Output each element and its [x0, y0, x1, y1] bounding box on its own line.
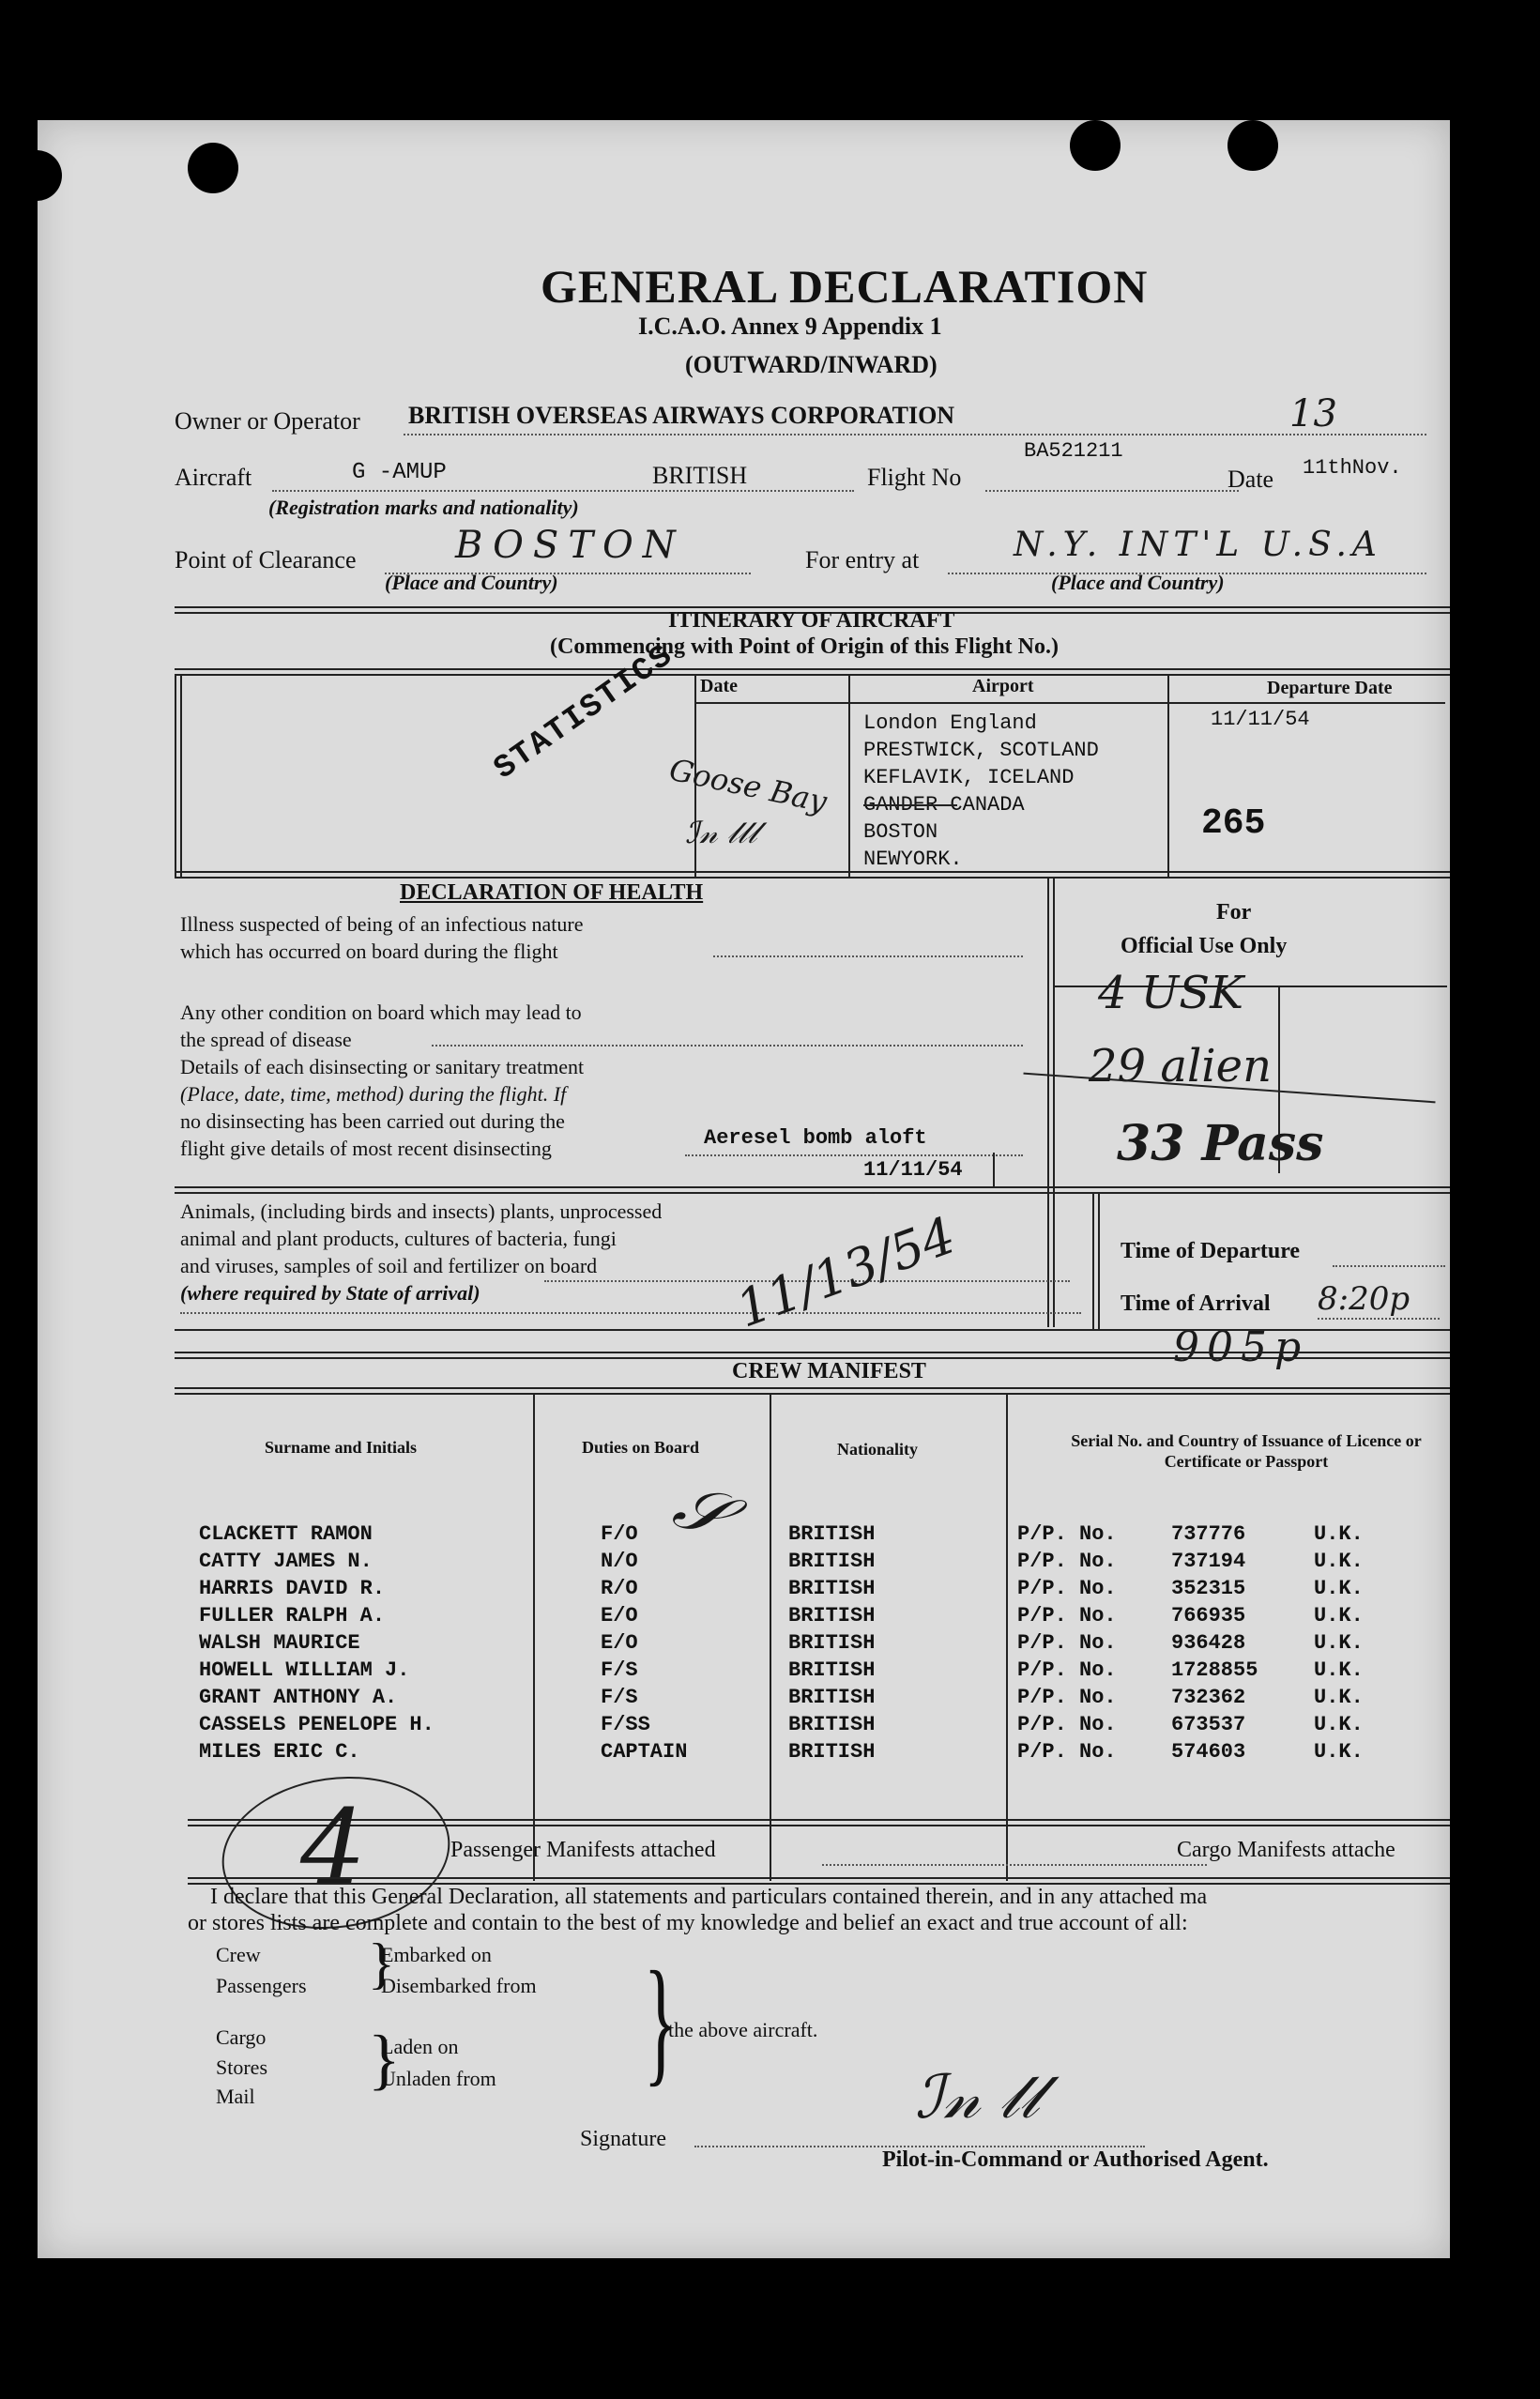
cargo-manifests-label: Cargo Manifests attache [1177, 1838, 1395, 1862]
punch-hole [1227, 120, 1278, 171]
crew-serial: 1728855 [1171, 1658, 1258, 1682]
crew-passport-prefix: P/P. No. [1017, 1740, 1117, 1764]
itinerary-title: ITINERARY OF AIRCRAFT [668, 608, 955, 633]
signatory-label: Pilot-in-Command or Authorised Agent. [882, 2147, 1269, 2172]
date-handwritten: 13 [1289, 392, 1337, 435]
clearance-label: Point of Clearance [175, 546, 357, 573]
crew-handwritten-initials: 𝒮 [663, 1465, 739, 1555]
crew-duty: E/O [601, 1631, 638, 1655]
crew-nationality: BRITISH [788, 1577, 876, 1600]
crew-country: U.K. [1314, 1604, 1364, 1627]
crew-header-serial: Serial No. and Country of Issuance of Licence or Certificate or Passport [1071, 1431, 1422, 1471]
brace: } [368, 1933, 395, 1994]
health-q1: Illness suspected of being of an infectious nature which has occurred on board during the flight [180, 912, 584, 963]
health-answer: Aeresel bomb aloft [704, 1126, 927, 1150]
declaration-line-1: I declare that this General Declaration, all statements and particulars contained therein, and in any attached ma [210, 1885, 1208, 1909]
declaration-above: the above aircraft. [668, 2018, 818, 2041]
crew-passport-prefix: P/P. No. [1017, 1604, 1117, 1627]
crew-serial: 737776 [1171, 1522, 1246, 1546]
general-declaration-form [38, 120, 1450, 2258]
itinerary-col-date: Date [700, 676, 738, 696]
itinerary-initials: ℐ𝓃 𝓁𝓁𝓁 [685, 815, 757, 850]
passenger-manifests-label: Passenger Manifests attached [450, 1838, 716, 1862]
crew-duty: F/SS [601, 1713, 650, 1736]
crew-serial: 766935 [1171, 1604, 1246, 1627]
signature-label: Signature [580, 2127, 666, 2151]
health-title: DECLARATION OF HEALTH [400, 880, 704, 905]
health-q3: Details of each disinsecting or sanitary treatment (Place, date, time, method) during the flight. If no disinsecting has been carried out during the flight give details of most recent disinsecting [180, 1055, 585, 1160]
flight-label: Flight No [867, 464, 962, 491]
crew-name: WALSH MAURICE [199, 1631, 360, 1655]
punch-hole [188, 143, 238, 193]
arrival-time-label: Time of Arrival [1121, 1291, 1271, 1316]
aircraft-registration: G -AMUP [352, 460, 447, 485]
clearance-sublabel: (Place and Country) [385, 571, 558, 594]
official-note: 33 Pass [1117, 1115, 1324, 1172]
signature: ℐ𝓃 𝓁𝓁 [915, 2063, 1040, 2132]
crew-serial: 732362 [1171, 1686, 1246, 1709]
crew-duty: R/O [601, 1577, 638, 1600]
entry-sublabel: (Place and Country) [1051, 571, 1225, 594]
passenger-count: 4 [300, 1787, 366, 1907]
crew-title: CREW MANIFEST [732, 1359, 926, 1383]
form-subtitle: I.C.A.O. Annex 9 Appendix 1 [638, 313, 942, 340]
clearance-value: BOSTON [455, 524, 685, 567]
declaration-cargo: Cargo [216, 2025, 267, 2049]
airport-item: GANDER CANADA [863, 793, 1025, 817]
crew-serial: 574603 [1171, 1740, 1246, 1764]
declaration-disembarked: Disembarked from [381, 1974, 537, 1997]
itinerary-handwritten-place: Goose Bay [665, 751, 831, 820]
declaration-unladen: Unladen from [381, 2067, 496, 2090]
crew-name: HOWELL WILLIAM J. [199, 1658, 410, 1682]
airport-item: KEFLAVIK, ICELAND [863, 766, 1075, 789]
crew-serial: 936428 [1171, 1631, 1246, 1655]
date-value: 11thNov. [1303, 456, 1402, 480]
brace: } [644, 1943, 678, 2099]
itinerary-subtitle: (Commencing with Point of Origin of this Flight No.) [550, 634, 1059, 659]
aircraft-label: Aircraft [175, 464, 252, 491]
flight-value: BA521211 [1024, 439, 1123, 463]
crew-name: HARRIS DAVID R. [199, 1577, 386, 1600]
declaration-embarked: Embarked on [381, 1943, 492, 1966]
crew-name: CLACKETT RAMON [199, 1522, 373, 1546]
crew-serial: 737194 [1171, 1550, 1246, 1573]
owner-value: BRITISH OVERSEAS AIRWAYS CORPORATION [408, 402, 955, 429]
declaration-mail: Mail [216, 2085, 255, 2108]
crew-duty: N/O [601, 1550, 638, 1573]
declaration-stores: Stores [216, 2055, 267, 2079]
crew-country: U.K. [1314, 1631, 1364, 1655]
crew-serial: 673537 [1171, 1713, 1246, 1736]
official-note: 4 USK [1098, 967, 1243, 1019]
crew-passport-prefix: P/P. No. [1017, 1550, 1117, 1573]
crew-country: U.K. [1314, 1686, 1364, 1709]
crew-name: CATTY JAMES N. [199, 1550, 373, 1573]
crew-name: GRANT ANTHONY A. [199, 1686, 398, 1709]
animals-handwritten: 11/13/54 [728, 1205, 963, 1339]
crew-nationality: BRITISH [788, 1686, 876, 1709]
form-direction: (OUTWARD/INWARD) [685, 351, 938, 378]
crew-country: U.K. [1314, 1577, 1364, 1600]
airport-item: BOSTON [863, 820, 938, 844]
itinerary-number: 265 [1201, 803, 1266, 844]
owner-label: Owner or Operator [175, 407, 360, 435]
airport-item: PRESTWICK, SCOTLAND [863, 739, 1099, 762]
punch-hole [38, 150, 62, 201]
crew-country: U.K. [1314, 1713, 1364, 1736]
date-label: Date [1227, 466, 1274, 493]
crew-passport-prefix: P/P. No. [1017, 1577, 1117, 1600]
declaration-laden: Laden on [381, 2035, 459, 2058]
itinerary-col-departure: Departure Date [1267, 678, 1393, 698]
itinerary-col-airport: Airport [972, 676, 1034, 696]
crew-duty: F/S [601, 1686, 638, 1709]
crew-nationality: BRITISH [788, 1550, 876, 1573]
declaration-crew: Crew [216, 1943, 261, 1966]
crew-header-surname: Surname and Initials [265, 1438, 418, 1457]
airport-item: London England [863, 711, 1037, 735]
crew-country: U.K. [1314, 1550, 1364, 1573]
crew-header-duties: Duties on Board [582, 1438, 700, 1457]
crew-duty: CAPTAIN [601, 1740, 688, 1764]
brace: } [368, 2022, 401, 2097]
crew-country: U.K. [1314, 1522, 1364, 1546]
crew-nationality: BRITISH [788, 1658, 876, 1682]
punch-hole [1070, 120, 1121, 171]
crew-nationality: BRITISH [788, 1631, 876, 1655]
crew-passport-prefix: P/P. No. [1017, 1522, 1117, 1546]
airport-item: NEWYORK. [863, 848, 963, 871]
crew-name: CASSELS PENELOPE H. [199, 1713, 435, 1736]
official-title: For Official Use Only [1121, 900, 1288, 958]
departure-time-label: Time of Departure [1121, 1239, 1301, 1263]
crew-country: U.K. [1314, 1740, 1364, 1764]
crew-duty: F/O [601, 1522, 638, 1546]
crew-serial: 352315 [1171, 1577, 1246, 1600]
form-title: GENERAL DECLARATION [541, 260, 1149, 313]
crew-country: U.K. [1314, 1658, 1364, 1682]
declaration-line-2: or stores lists are complete and contain to the best of my knowledge and belief an exact and true account of all: [188, 1911, 1188, 1935]
crew-passport-prefix: P/P. No. [1017, 1631, 1117, 1655]
crew-name: MILES ERIC C. [199, 1740, 360, 1764]
arrival-time-value: 8:20p [1318, 1280, 1410, 1318]
crew-name: FULLER RALPH A. [199, 1604, 386, 1627]
aircraft-nationality: BRITISH [652, 462, 748, 489]
entry-label: For entry at [805, 546, 920, 573]
crew-nationality: BRITISH [788, 1604, 876, 1627]
crew-nationality: BRITISH [788, 1740, 876, 1764]
crew-passport-prefix: P/P. No. [1017, 1686, 1117, 1709]
crew-duty: F/S [601, 1658, 638, 1682]
crew-passport-prefix: P/P. No. [1017, 1658, 1117, 1682]
health-answer-date: 11/11/54 [863, 1158, 963, 1182]
health-q2: Any other condition on board which may lead to the spread of disease [180, 1001, 582, 1051]
departure-date: 11/11/54 [1211, 708, 1310, 731]
official-note: 29 alien [1089, 1040, 1272, 1093]
crew-duty: E/O [601, 1604, 638, 1627]
arrival-extra: 905p [1173, 1323, 1309, 1371]
entry-value: N.Y. INT'L U.S.A [1014, 526, 1382, 564]
declaration-passengers: Passengers [216, 1974, 307, 1997]
itinerary-airports [863, 710, 1099, 873]
crew-nationality: BRITISH [788, 1522, 876, 1546]
aircraft-sublabel: (Registration marks and nationality) [268, 496, 579, 519]
crew-header-nationality: Nationality [837, 1440, 919, 1459]
crew-nationality: BRITISH [788, 1713, 876, 1736]
animals-text: Animals, (including birds and insects) plants, unprocessed animal and plant products, cultures of bacteria, fungi and viruses, samples of soil and fertilizer on board (where required by State of arrival) [180, 1200, 663, 1305]
statistics-stamp: STATISTICS [488, 637, 681, 788]
crew-passport-prefix: P/P. No. [1017, 1713, 1117, 1736]
